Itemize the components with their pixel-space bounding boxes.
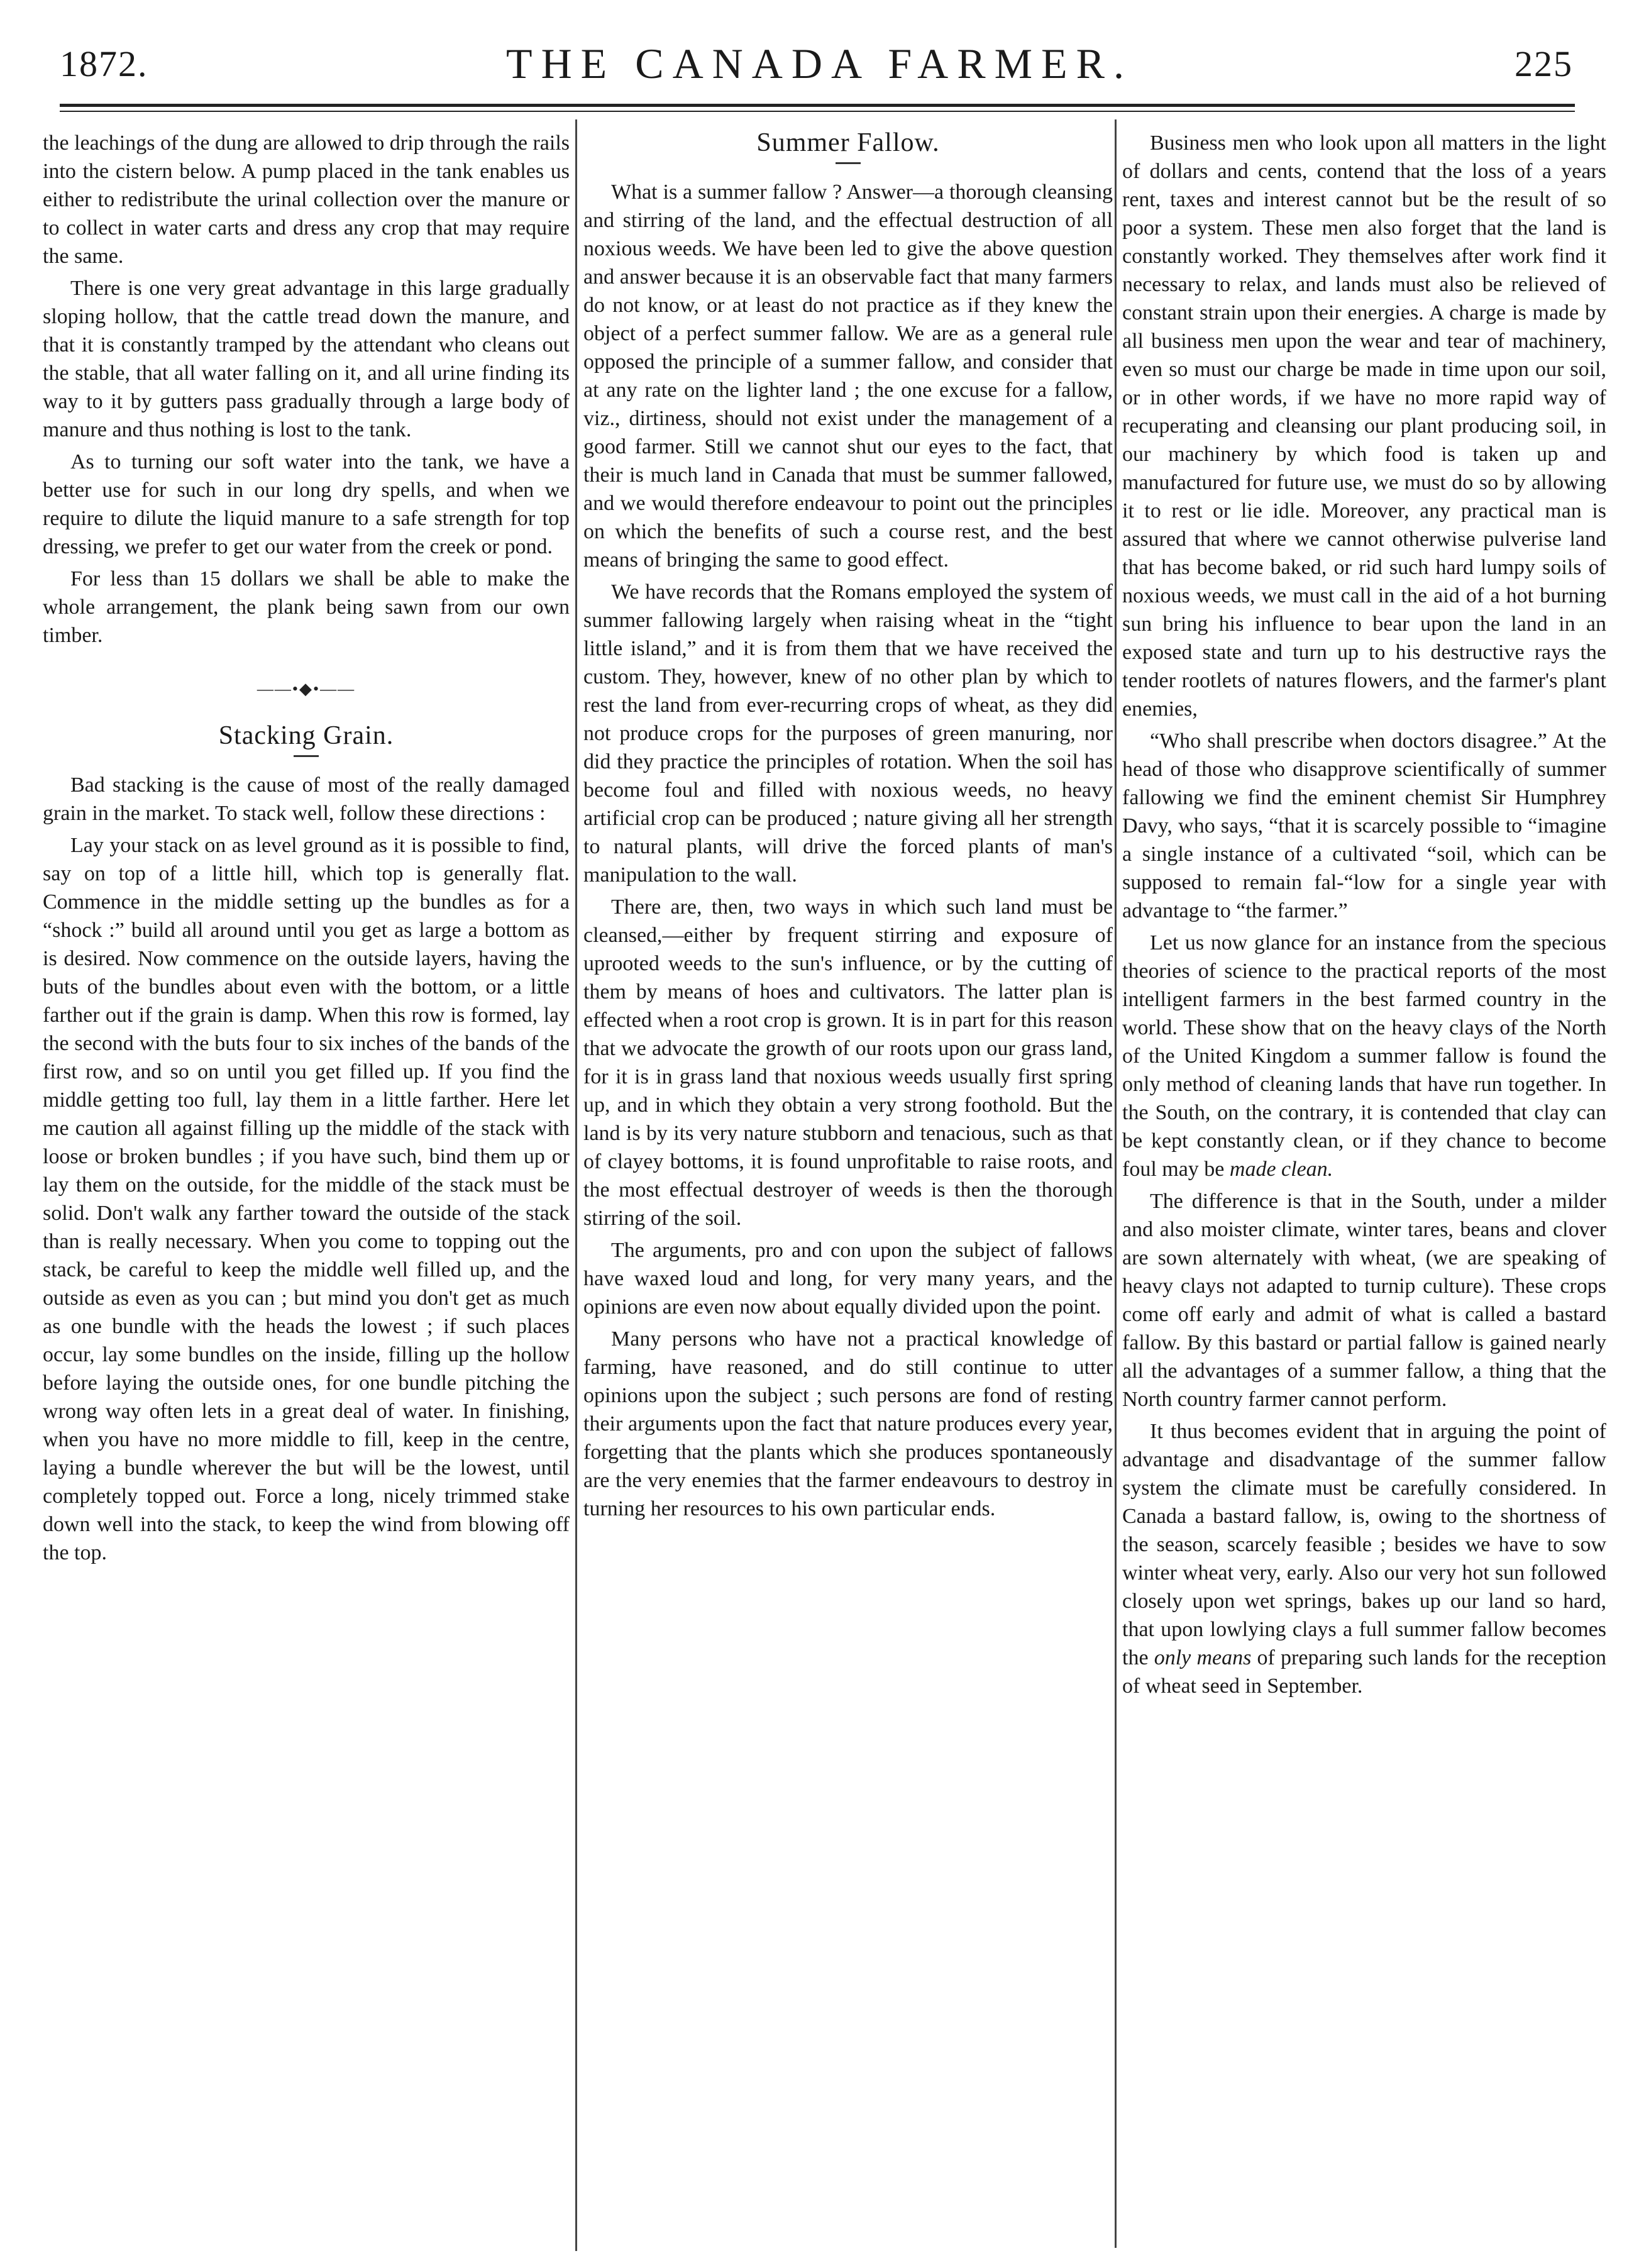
paragraph: We have records that the Romans employed the system of summer fallowing largely when raising wheat in the “tight little island,” and it is from them that we have received the custom. They, however, knew of no other plan by which to rest the land from ever-recurring crops of wheat, as they did not produce crops for the purposes of green manuring, nor did they practice the principles of rotation. When the soil has become foul and filled with noxious weeds, no heavy artificial crop can be produced ; nature giving all her strength to natural plants, will drive the forced plants of man's manipulation to the wall. <box>583 580 1113 887</box>
paragraph: “Who shall prescribe when doctors disagree.” At the head of those who disapprove scientifically of summer fallowing we find the eminent chemist Sir Humphrey Davy, who says, “that it is scarcely possible to “imagine a single instance of a cultivated “soil, which can be supposed to remain fal-“low for a single year with advantage to “the farmer.” <box>1122 729 1606 922</box>
paragraph: Lay your stack on as level ground as it is possible to find, say on top of a little hill, which top is generally flat. Commence in the middle setting up the bundles as for a “shock :” build all around until you get as large a bottom as is desired. Now commence on the outside layers, having the buts of the bundles about even with the bottom, or a little farther out if the grain is damp. When this row is formed, lay the second with the buts four to six inches of the bands of the first row, and so on until you get filled up. If you find the middle getting too full, lay them in a little farther. Here let me caution all against filling up the middle of the stack with loose or broken bundles ; if you have such, bind them up or lay them on the outside, for the middle of the stack must be solid. Don't walk any farther toward the outside of the stack than is really necessary. When you come to topping out the stack, be careful to keep the middle well filled up, and the outside as even as you can ; but mind you don't get as much as one bundle with the heads the lowest ; if such places occur, lay some bundles on the inside, filling up the hollow before laying the outside ones, for one bundle pitching the wrong way often lets in a great deal of water. In finishing, when you have no more middle to fill, keep in the centre, laying a bundle wherever the but will be the lowest, until completely topped out. Force a long, nicely trimmed stake down well into the stack, to keep the wind from blowing off the top. <box>43 834 570 1564</box>
heading-dash <box>294 755 319 757</box>
article-heading-stacking-grain: Stacking Grain. <box>218 721 394 750</box>
paragraph: There is one very great advantage in this large gradually sloping hollow, that the cattle tread down the manure, and that it is constantly tramped by the attendant who cleans out the stable, that all water falling on it, and all urine finding its way to it by gutters pass gradually through a large body of manure and thus nothing is lost to the tank. <box>43 277 570 441</box>
paragraph: For less than 15 dollars we shall be able to make the whole arrangement, the plank being sawn from our own timber. <box>43 567 570 647</box>
paragraph: What is a summer fallow ? Answer—a thorough cleansing and stirring of the land, and the effectual destruction of all noxious weeds. We have been led to give the above question and answer because it is an observable fact that many farmers do not know, or at least do not practice as if they knew the object of a perfect summer fallow. We are as a general rule opposed the principle of a summer fallow, and consider that at any rate on the lighter land ; the one excuse for a fallow, viz., dirtiness, should not exist under the management of a good farmer. Still we cannot shut our eyes to the fact, that their is much land in Canada that must be summer fallowed, and we would therefore endeavour to point out the principles on which the benefits of such a course rest, and the best means of bringing the same to good effect. <box>583 180 1113 572</box>
header-rule-thick <box>60 104 1575 107</box>
issue-year: 1872. <box>60 43 148 84</box>
column-middle <box>583 129 1113 1523</box>
paragraph-text: It thus becomes evident that in arguing the point of advantage and disadvantage of the summer fallow system the climate must be carefully considered. In Canada a bastard fallow, is, owing to the shortness of the season, scarcely feasible ; besides we have to sow winter wheat very, early. Also our very hot sun followed closely upon wet springs, bakes up our land so hard, that upon lowlying clays a full summer fallow becomes the <box>1122 1420 1606 1669</box>
paragraph: the leachings of the dung are allowed to drip through the rails into the cistern below. A pump placed in the tank enables us either to redistribute the urinal collection over the manure or to collect in water carts and dress any crop that may require the same. <box>43 131 570 268</box>
italic-phrase: only means <box>1154 1646 1252 1669</box>
header-rule-thin <box>60 111 1575 112</box>
paragraph-text: of preparing such lands for the reception of wheat seed in September. <box>1122 1646 1606 1698</box>
paragraph <box>1122 1417 1606 1700</box>
page-number: 225 <box>1515 43 1573 84</box>
heading-dash <box>836 162 861 164</box>
paragraph <box>1122 929 1606 1183</box>
publication-title: THE CANADA FARMER. <box>506 40 1133 87</box>
paragraph: Many persons who have not a practical knowledge of farming, have reasoned, and do still continue to utter opinions upon the subject ; such persons are fond of resting their arguments upon the fact that nature produces every year, forgetting that the plants which she produces spontaneously are the very enemies that the farmer endeavours to destroy in turning her resources to his own particular ends. <box>583 1327 1113 1520</box>
column-right <box>1122 129 1606 1700</box>
masthead <box>0 0 1639 110</box>
article-heading-summer-fallow: Summer Fallow. <box>756 128 940 157</box>
section-divider-ornament: ——•◆•—— <box>257 680 356 698</box>
paragraph: Business men who look upon all matters in the light of dollars and cents, contend that the loss of a years rent, taxes and interest cannot but be the result of so poor a system. These men also forget that the land is constantly worked. They themselves after work find it necessary to relax, and lands must also be relieved of constant strain upon their energies. A charge is made by all business men upon the wear and tear of machinery, even so must our charge be made in time upon our soil, or in other words, if we have no more rapid way of recuperating and cleansing our plant producing soil, in our machinery by which food is taken up and manufactured for future use, we must do so by allowing it to rest or lie idle. Moreover, any practical man is assured that where we cannot otherwise pulverise land that has become baked, or rid such hard lumpy soils of noxious weeds, we must call in the aid of a hot burning sun bring his influence to bear upon the land in an exposed state and turn up to his destructive rays the tender rootlets of natures flowers, and the farmer's plant enemies, <box>1122 131 1606 721</box>
paragraph: Bad stacking is the cause of most of the really damaged grain in the market. To stack well, follow these directions : <box>43 773 570 825</box>
paragraph: As to turning our soft water into the tank, we have a better use for such in our long dry spells, and when we require to dilute the liquid manure to a safe strength for top dressing, we prefer to get our water from the creek or pond. <box>43 450 570 558</box>
column-left <box>43 129 570 1567</box>
paragraph: There are, then, two ways in which such land must be cleansed,—either by frequent stirring and exposure of uprooted weeds to the sun's influence, or by the cutting of them by means of hoes and cultivators. The latter plan is effected when a root crop is grown. It is in part for this reason that we advocate the growth of our roots upon our grass land, for it is in grass land that noxious weeds usually first spring up, and in which they obtain a very strong foothold. But the land is by its very nature stubborn and tenacious, such as that of clayey bottoms, it is found unprofitable to raise roots, and the most effectual destroyer of weeds is then the thorough stirring of the soil. <box>583 895 1113 1230</box>
paragraph-text: Let us now glance for an instance from the specious theories of science to the practical reports of the most intelligent farmers in the best farmed country in the world. These show that on the heavy clays of the North of the United Kingdom a summer fallow is found the only method of cleaning lands that have run together. In the South, on the contrary, it is contended that clay can be kept constantly clean, or if they chance to become foul may be <box>1122 931 1606 1181</box>
column-divider-left <box>575 119 577 2251</box>
column-divider-right <box>1115 119 1117 2248</box>
paragraph: The difference is that in the South, under a milder and also moister climate, winter tares, beans and clover are sown alternately with wheat, (we are speaking of heavy clays not adapted to turnip culture). These crops come off early and admit of what is called a bastard fallow. By this bastard or partial fallow is gained nearly all the advantages of a summer fallow, a thing that the North country farmer cannot perform. <box>1122 1190 1606 1411</box>
paragraph: The arguments, pro and con upon the subject of fallows have waxed loud and long, for very many years, and the opinions are even now about equally divided upon the point. <box>583 1239 1113 1319</box>
italic-phrase: made clean. <box>1229 1158 1333 1181</box>
